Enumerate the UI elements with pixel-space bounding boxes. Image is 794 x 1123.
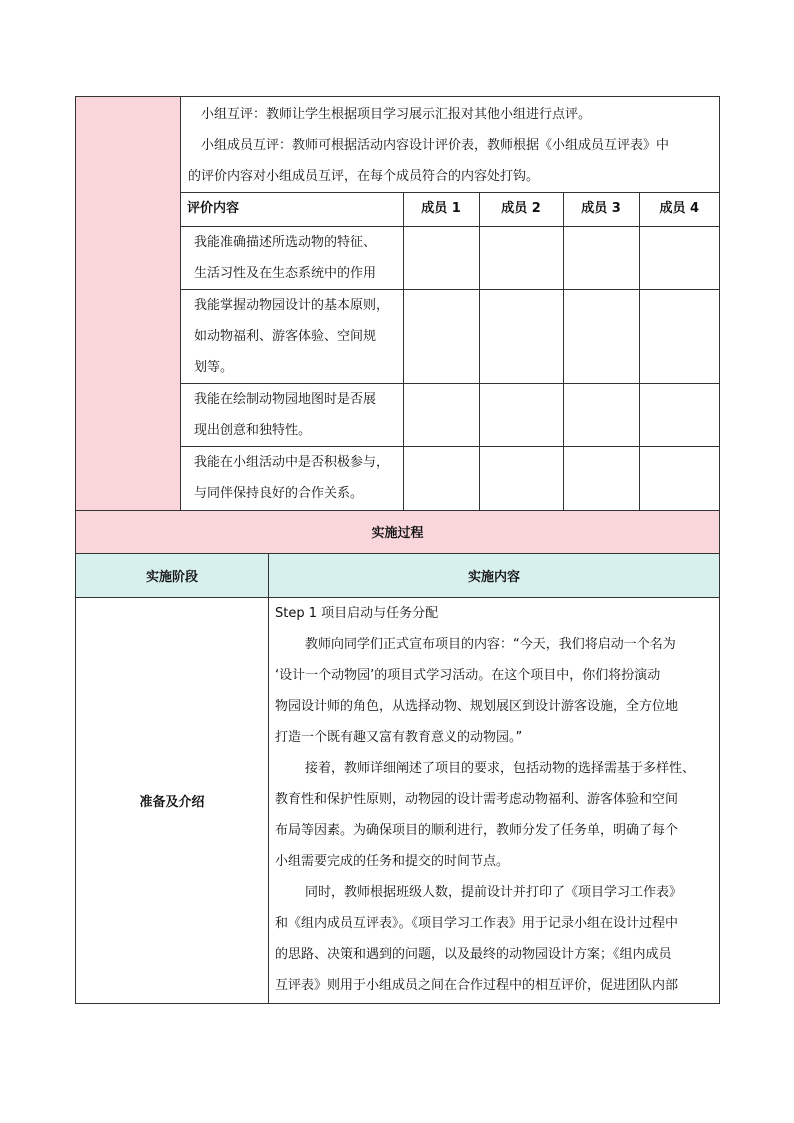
paragraph-line: 打造一个既有趣又富有教育意义的动物园。”: [275, 729, 523, 745]
check-cell[interactable]: [563, 290, 639, 384]
peer-review-cell: [181, 97, 720, 511]
check-cell[interactable]: [563, 227, 639, 290]
paragraph-line: 接着，教师详细阐述了项目的要求，包括动物的选择需基于多样性、: [305, 760, 696, 776]
lesson-table: [75, 96, 720, 1004]
eval-header: 成员 3: [563, 193, 639, 227]
check-cell[interactable]: [403, 290, 479, 384]
eval-criterion: 我能在小组活动中是否积极参与， 与同伴保持良好的合作关系。: [181, 447, 403, 510]
eval-criterion: 我能准确描述所选动物的特征、 生活习性及在生态系统中的作用: [181, 227, 403, 290]
eval-header: 成员 1: [403, 193, 479, 227]
paragraph-line: 布局等因素。为确保项目的顺利进行，教师分发了任务单，明确了每个: [275, 822, 679, 838]
check-cell[interactable]: [479, 227, 563, 290]
evaluation-table: [181, 192, 719, 510]
left-label-cell: [76, 97, 181, 511]
check-cell[interactable]: [479, 384, 563, 447]
check-cell[interactable]: [639, 290, 719, 384]
eval-header: 评价内容: [181, 193, 403, 227]
check-cell[interactable]: [479, 447, 563, 510]
paragraph-line: 教育性和保护性原则，动物园的设计需考虑动物福利、游客体验和空间: [275, 791, 679, 807]
eval-criterion: 我能在绘制动物园地图时是否展 现出创意和独特性。: [181, 384, 403, 447]
paragraph-line: 的思路、决策和遇到的问题，以及最终的动物园设计方案；《组内成员: [275, 946, 672, 962]
paragraph-line: 互评表》则用于小组成员之间在合作过程中的相互评价，促进团队内部: [275, 977, 679, 993]
paragraph-line: 物园设计师的角色，从选择动物、规划展区到设计游客设施，全方位地: [275, 698, 679, 714]
stage-header: 实施阶段: [76, 553, 269, 597]
paragraph-line: ‘设计一个动物园’的项目式学习活动。在这个项目中，你们将扮演动: [275, 667, 661, 683]
phase-name: 准备及介绍: [76, 597, 269, 1003]
document-page: [75, 96, 719, 1004]
check-cell[interactable]: [403, 227, 479, 290]
check-cell[interactable]: [563, 384, 639, 447]
check-cell[interactable]: [403, 447, 479, 510]
eval-header: 成员 4: [639, 193, 719, 227]
eval-criterion: 我能掌握动物园设计的基本原则， 如动物福利、游客体验、空间规 划等。: [181, 290, 403, 384]
phase-content: [269, 597, 720, 1003]
paragraph-line: 教师向同学们正式宣布项目的内容：“今天，我们将启动一个名为: [305, 636, 676, 652]
check-cell[interactable]: [403, 384, 479, 447]
step-title: Step 1 项目启动与任务分配: [275, 605, 439, 621]
check-cell[interactable]: [639, 227, 719, 290]
eval-header: 成员 2: [479, 193, 563, 227]
text-line: 小组成员互评：教师可根据活动内容设计评价表，教师根据《小组成员互评表》中: [201, 138, 670, 153]
check-cell[interactable]: [639, 384, 719, 447]
paragraph-line: 和《组内成员互评表》。《项目学习工作表》用于记录小组在设计过程中: [275, 915, 679, 931]
check-cell[interactable]: [479, 290, 563, 384]
section-title: 实施过程: [76, 510, 720, 553]
check-cell[interactable]: [563, 447, 639, 510]
text-line: 小组互评：教师让学生根据项目学习展示汇报对其他小组进行点评。: [201, 107, 592, 122]
paragraph-line: 小组需要完成的任务和提交的时间节点。: [275, 853, 510, 869]
content-header: 实施内容: [269, 553, 720, 597]
check-cell[interactable]: [639, 447, 719, 510]
text-line: 的评价内容对小组成员互评，在每个成员符合的内容处打钩。: [188, 169, 540, 184]
paragraph-line: 同时，教师根据班级人数，提前设计并打印了《项目学习工作表》: [305, 884, 683, 900]
